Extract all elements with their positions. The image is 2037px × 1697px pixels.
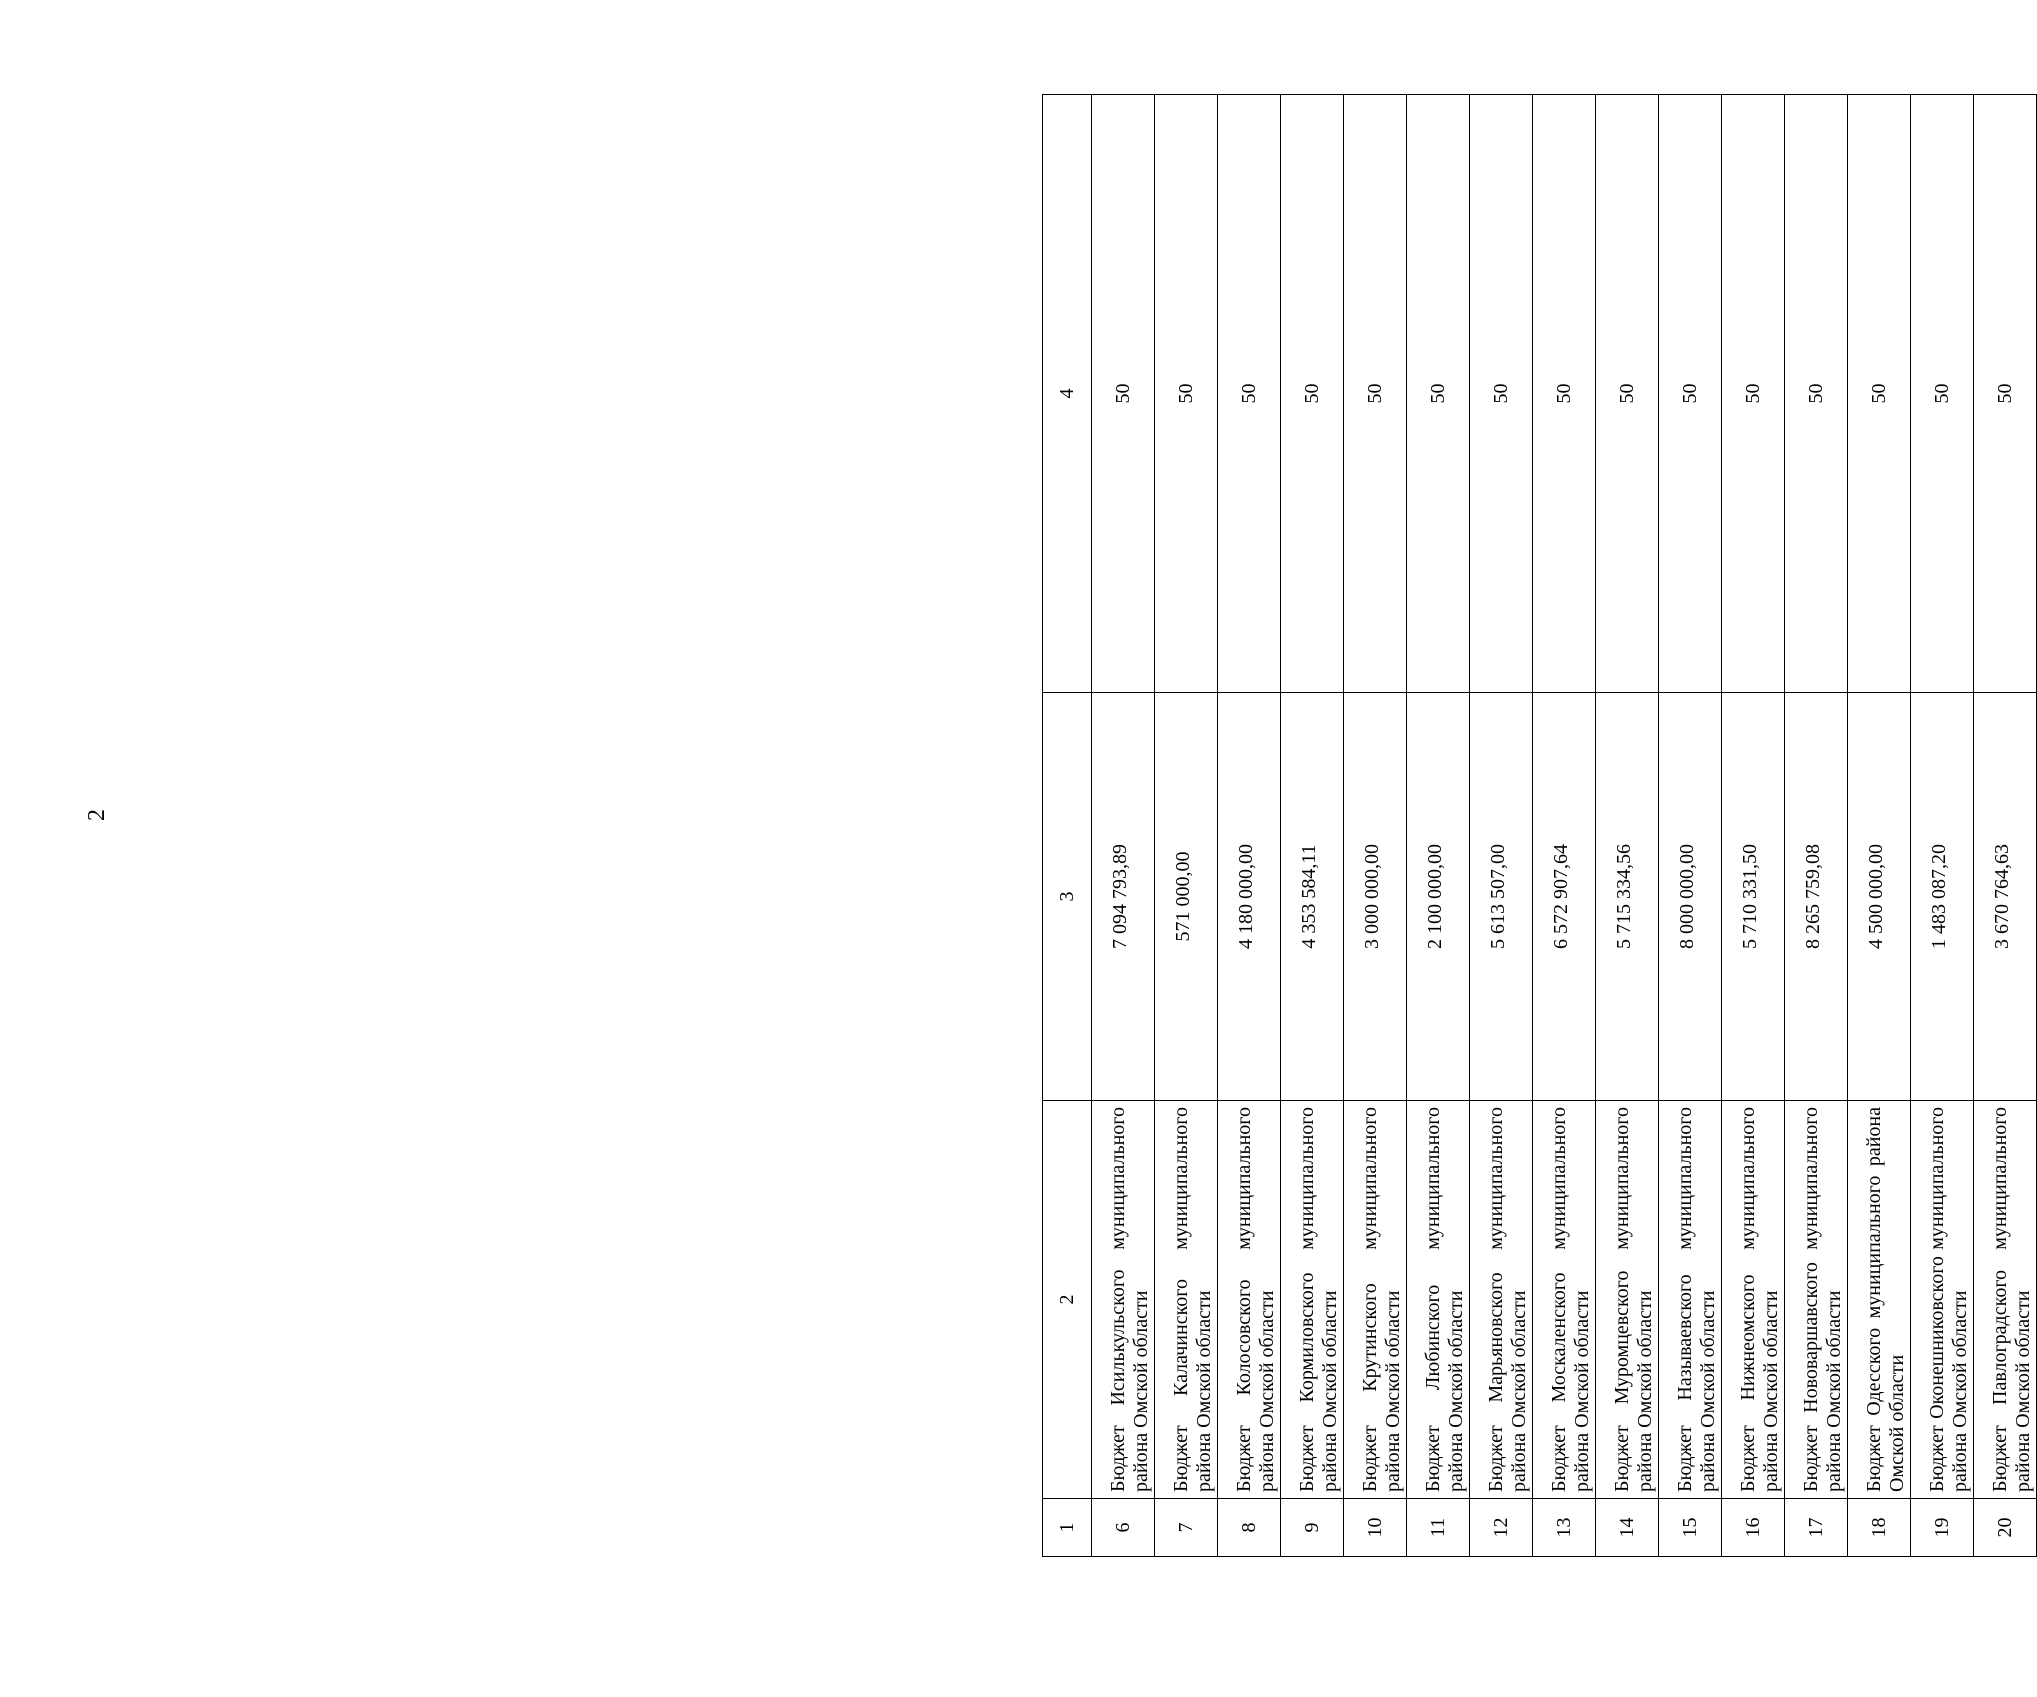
budget-name: Бюджет Крутинского муниципального района Омской области [1344, 1101, 1407, 1499]
row-number: 18 [1848, 1499, 1911, 1557]
budget-table [1042, 94, 2037, 1557]
budget-table-container [1042, 95, 2034, 1557]
budget-percent: 50 [1785, 95, 1848, 693]
budget-name: Бюджет Нижнеомского муниципального района Омской области [1722, 1101, 1785, 1499]
budget-sum: 3 000 000,00 [1344, 693, 1407, 1101]
row-number: 20 [1974, 1499, 2037, 1557]
table-row [1344, 95, 1407, 1557]
budget-name: Бюджет Кормиловского муниципального района Омской области [1281, 1101, 1344, 1499]
budget-sum: 5 613 507,00 [1470, 693, 1533, 1101]
row-number: 19 [1911, 1499, 1974, 1557]
table-header-row [1043, 95, 1092, 1557]
table-row [1596, 95, 1659, 1557]
budget-name: Бюджет Называевского муниципального района Омской области [1659, 1101, 1722, 1499]
budget-percent: 50 [1659, 95, 1722, 693]
budget-percent: 50 [1722, 95, 1785, 693]
table-row [1218, 95, 1281, 1557]
budget-percent: 50 [1974, 95, 2037, 693]
table-row [1281, 95, 1344, 1557]
table-row [1407, 95, 1470, 1557]
row-number: 13 [1533, 1499, 1596, 1557]
table-row [1911, 95, 1974, 1557]
budget-sum: 8 000 000,00 [1659, 693, 1722, 1101]
budget-name: Бюджет Любинского муниципального района Омской области [1407, 1101, 1470, 1499]
row-number: 15 [1659, 1499, 1722, 1557]
header-col-2: 2 [1043, 1101, 1092, 1499]
header-col-4: 4 [1043, 95, 1092, 693]
budget-name: Бюджет Муромцевского муниципального района Омской области [1596, 1101, 1659, 1499]
budget-percent: 50 [1407, 95, 1470, 693]
row-number: 16 [1722, 1499, 1785, 1557]
budget-percent: 50 [1533, 95, 1596, 693]
budget-name: Бюджет Марьяновского муниципального района Омской области [1470, 1101, 1533, 1499]
budget-name: Бюджет Калачинского муниципального района Омской области [1155, 1101, 1218, 1499]
budget-sum: 3 670 764,63 [1974, 693, 2037, 1101]
budget-name: Бюджет Исилькульского муниципального района Омской области [1092, 1101, 1155, 1499]
header-col-1: 1 [1043, 1499, 1092, 1557]
budget-sum: 8 265 759,08 [1785, 693, 1848, 1101]
budget-name: Бюджет Оконешниковского муниципального района Омской области [1911, 1101, 1974, 1499]
budget-percent: 50 [1092, 95, 1155, 693]
budget-sum: 4 180 000,00 [1218, 693, 1281, 1101]
row-number: 14 [1596, 1499, 1659, 1557]
budget-sum: 7 094 793,89 [1092, 693, 1155, 1101]
budget-percent: 50 [1596, 95, 1659, 693]
row-number: 11 [1407, 1499, 1470, 1557]
budget-sum: 4 500 000,00 [1848, 693, 1911, 1101]
table-row [1659, 95, 1722, 1557]
row-number: 9 [1281, 1499, 1344, 1557]
table-row [1848, 95, 1911, 1557]
budget-percent: 50 [1281, 95, 1344, 693]
budget-sum: 4 353 584,11 [1281, 693, 1344, 1101]
table-row [1974, 95, 2037, 1557]
table-row [1722, 95, 1785, 1557]
row-number: 12 [1470, 1499, 1533, 1557]
header-col-3: 3 [1043, 693, 1092, 1101]
budget-sum: 2 100 000,00 [1407, 693, 1470, 1101]
page-number: 2 [84, 809, 110, 821]
budget-sum: 1 483 087,20 [1911, 693, 1974, 1101]
table-row [1155, 95, 1218, 1557]
budget-sum: 571 000,00 [1155, 693, 1218, 1101]
row-number: 6 [1092, 1499, 1155, 1557]
budget-percent: 50 [1218, 95, 1281, 693]
budget-name: Бюджет Москаленского муниципального района Омской области [1533, 1101, 1596, 1499]
row-number: 17 [1785, 1499, 1848, 1557]
budget-sum: 5 710 331,50 [1722, 693, 1785, 1101]
budget-name: Бюджет Колосовского муниципального района Омской области [1218, 1101, 1281, 1499]
budget-name: Бюджет Нововаршавского муниципального района Омской области [1785, 1101, 1848, 1499]
budget-percent: 50 [1344, 95, 1407, 693]
budget-percent: 50 [1848, 95, 1911, 693]
budget-sum: 5 715 334,56 [1596, 693, 1659, 1101]
table-row [1533, 95, 1596, 1557]
row-number: 7 [1155, 1499, 1218, 1557]
budget-name: Бюджет Одесского муниципального района Омской области [1848, 1101, 1911, 1499]
row-number: 8 [1218, 1499, 1281, 1557]
budget-percent: 50 [1911, 95, 1974, 693]
table-row [1092, 95, 1155, 1557]
budget-name: Бюджет Павлоградского муниципального района Омской области [1974, 1101, 2037, 1499]
budget-percent: 50 [1155, 95, 1218, 693]
table-row [1470, 95, 1533, 1557]
budget-percent: 50 [1470, 95, 1533, 693]
budget-sum: 6 572 907,64 [1533, 693, 1596, 1101]
table-row [1785, 95, 1848, 1557]
row-number: 10 [1344, 1499, 1407, 1557]
